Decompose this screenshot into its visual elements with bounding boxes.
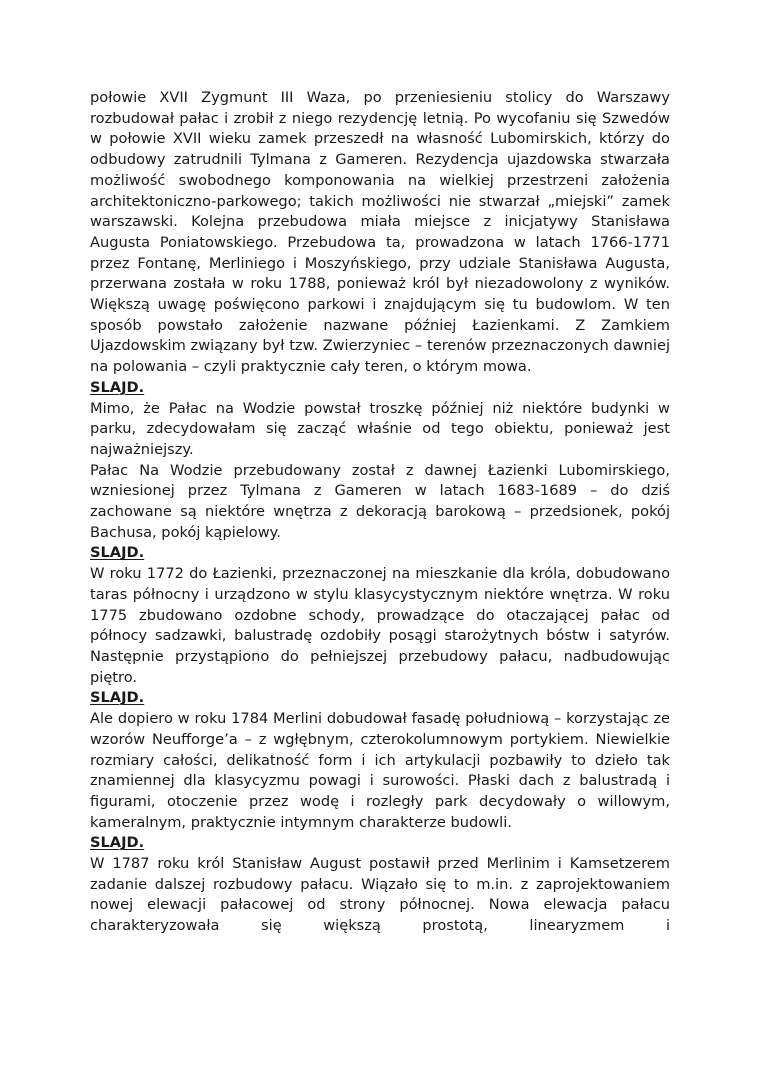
paragraph-south-facade: Ale dopiero w roku 1784 Merlini dobudował fasadę południową – korzystając ze wzorów Neufforge’a – z wgłębnym, czterokolumnowym portykiem. Niewielkie rozmiary całości, delikatność form i ich artykulacji pozbawiły to dzieło tak znamiennej dla klasycyzmu powagi i surowości. Płaski dach z balustradą i figurami, otoczenie przez wodę i rozległy park decydowały o willowym, kameralnym, praktycznie intymnym charakterze budowli. <box>90 710 670 831</box>
paragraph-history-ujazdow: połowie XVII Zygmunt III Waza, po przeniesieniu stolicy do Warszawy rozbudował pałac i zrobił z niego rezydencję letnią. Po wycofaniu się Szwedów w połowie XVII wieku zamek przeszedł na własność Lubomirskich, którzy do odbudowy zatrudnili Tylmana z Gameren. Rezydencja ujazdowska stwarzała możliwość swobodnego komponowania na wielkiej przestrzeni założenia architektoniczno-parkowego; takich możliwości nie stwarzał „miejski” zamek warszawski. Kolejna przebudowa miała miejsce z inicjatywy Stanisława Augusta Poniatowskiego. Przebudowa ta, prowadzona w latach 1766-1771 przez Fontanę, Merliniego i Moszyńskiego, przy udziale Stanisława Augusta, przerwana została w roku 1788, ponieważ król był niezadowolony z wyników. Większą uwagę poświęcono parkowi i znajdującym się tu budowlom. W ten sposób powstało założenie nazwane później Łazienkami. Z Zamkiem Ujazdowskim związany był tzw. Zwierzyniec – terenów przeznaczonych dawniej na polowania – czyli praktycznie cały teren, o którym mowa. <box>90 89 670 376</box>
paragraph-1772-extension: W roku 1772 do Łazienki, przeznaczonej na mieszkanie dla króla, dobudowano taras północny i urządzono w stylu klasycystycznym niektóre wnętrza. W roku 1775 zbudowano ozdobne schody, prowadzące do otaczającej pałac od północy sadzawki, balustradę ozdobiły posągi starożytnych bóstw i satyrów. Następnie przystąpiono do pełniejszej przebudowy pałacu, nadbudowując piętro. <box>90 565 670 686</box>
document-page <box>90 88 670 937</box>
paragraph-lubomirski-bath: Pałac Na Wodzie przebudowany został z dawnej Łazienki Lubomirskiego, wzniesionej przez Tylmana z Gameren w latach 1683-1689 – do dziś zachowane są niektóre wnętrza z dekoracją barokową – przedsionek, pokój Bachusa, pokój kąpielowy. <box>90 461 670 541</box>
slide-heading: SLAJD. <box>90 378 145 396</box>
paragraph-palace-intro: Mimo, że Pałac na Wodzie powstał troszkę później niż niektóre budynki w parku, zdecydowałam się zacząć właśnie od tego obiektu, ponieważ jest najważniejszy. <box>90 399 670 458</box>
slide-heading: SLAJD. <box>90 689 145 707</box>
slide-heading: SLAJD. <box>90 834 145 852</box>
paragraph-1787-expansion: W 1787 roku król Stanisław August postawił przed Merlinim i Kamsetzerem zadanie dalszej rozbudowy pałacu. Wiązało się to m.in. z zaprojektowaniem nowej elewacji pałacowej od strony północnej. Nowa elewacja pałacu charakteryzowała się większą prostotą, linearyzmem i <box>90 855 670 935</box>
slide-heading: SLAJD. <box>90 544 145 562</box>
